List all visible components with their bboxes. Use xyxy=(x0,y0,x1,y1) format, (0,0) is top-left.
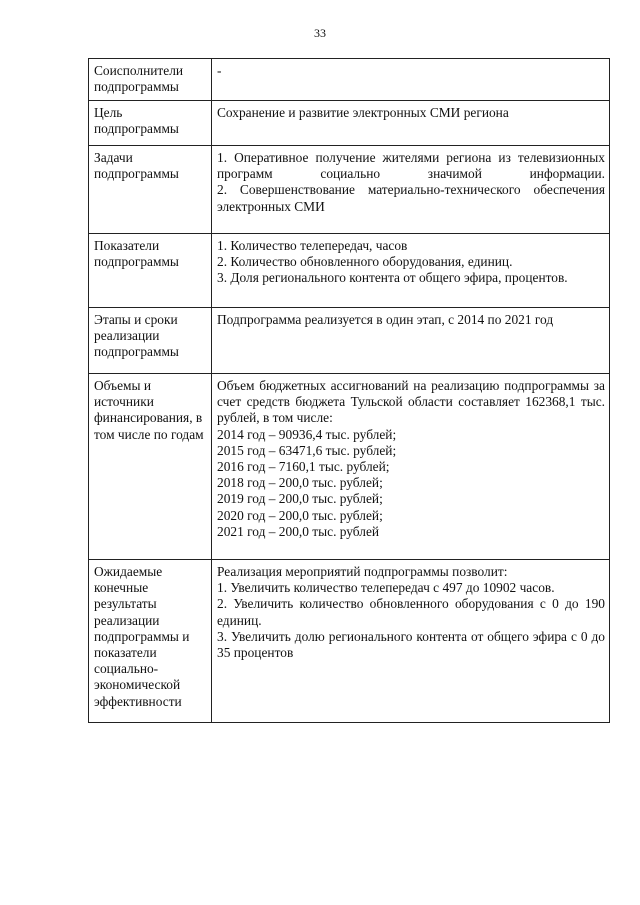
row-value xyxy=(212,59,610,101)
table-row xyxy=(89,101,610,146)
row-value xyxy=(212,234,610,308)
value-line: 3. Доля регионального контента от общего эфира, процентов. xyxy=(217,270,568,286)
value-line: 2. Количество обновленного оборудования, единиц. xyxy=(217,254,513,270)
value-line: 2021 год – 200,0 тыс. рублей xyxy=(217,523,380,539)
row-value xyxy=(212,146,610,234)
table-row xyxy=(89,234,610,308)
table-row xyxy=(89,59,610,101)
value-line: 2020 год – 200,0 тыс. рублей; xyxy=(217,507,383,523)
row-label: Соисполнители подпрограммы xyxy=(89,59,212,101)
row-value xyxy=(212,308,610,374)
table-row xyxy=(89,560,610,723)
value-line: 1. Количество телепередач, часов xyxy=(217,238,408,253)
row-value xyxy=(212,101,610,146)
value-line: 1. Увеличить количество телепередач с 497 до 10902 часов. xyxy=(217,580,555,596)
row-value xyxy=(212,560,610,723)
row-label: Этапы и сроки реализации подпрограммы xyxy=(89,308,212,374)
row-label: Объемы и источники финансирования, в том числе по годам xyxy=(89,374,212,560)
value-line: 3. Увеличить долю регионального контента от общего эфира с 0 до 35 процентов xyxy=(217,628,605,661)
table-row xyxy=(89,374,610,560)
value-line: 2018 год – 200,0 тыс. рублей; xyxy=(217,475,383,491)
value-line: Сохранение и развитие электронных СМИ региона xyxy=(217,105,509,120)
value-line: 2015 год – 63471,6 тыс. рублей; xyxy=(217,442,397,458)
value-line: 2014 год – 90936,4 тыс. рублей; xyxy=(217,426,397,442)
value-line: 2019 год – 200,0 тыс. рублей; xyxy=(217,491,383,507)
table-row xyxy=(89,146,610,234)
value-line: - xyxy=(217,63,222,78)
row-label: Показатели подпрограммы xyxy=(89,234,212,308)
row-value xyxy=(212,374,610,560)
value-line: 2. Увеличить количество обновленного оборудования с 0 до 190 единиц. xyxy=(217,596,605,628)
row-label: Задачи подпрограммы xyxy=(89,146,212,234)
value-line: 1. Оперативное получение жителями региона из телевизионных программ социально значимой информации. xyxy=(217,150,605,182)
value-line: 2016 год – 7160,1 тыс. рублей; xyxy=(217,459,390,475)
value-line: Объем бюджетных ассигнований на реализацию подпрограммы за счет средств бюджета Тульской области составляет 162368,1 тыс. рублей, в том числе: xyxy=(217,378,605,426)
row-label: Ожидаемые конечные результаты реализации подпрограммы и показатели социально-экономической эффективности xyxy=(89,560,212,723)
value-line: 2. Совершенствование материально-технического обеспечения электронных СМИ xyxy=(217,182,605,214)
page-number: 33 xyxy=(314,26,326,40)
value-line: Подпрограмма реализуется в один этап, с 2014 по 2021 год xyxy=(217,312,554,327)
subprogram-passport-table xyxy=(88,58,610,723)
value-line: Реализация мероприятий подпрограммы позволит: xyxy=(217,564,508,579)
table-row xyxy=(89,308,610,374)
row-label: Цель подпрограммы xyxy=(89,101,212,146)
